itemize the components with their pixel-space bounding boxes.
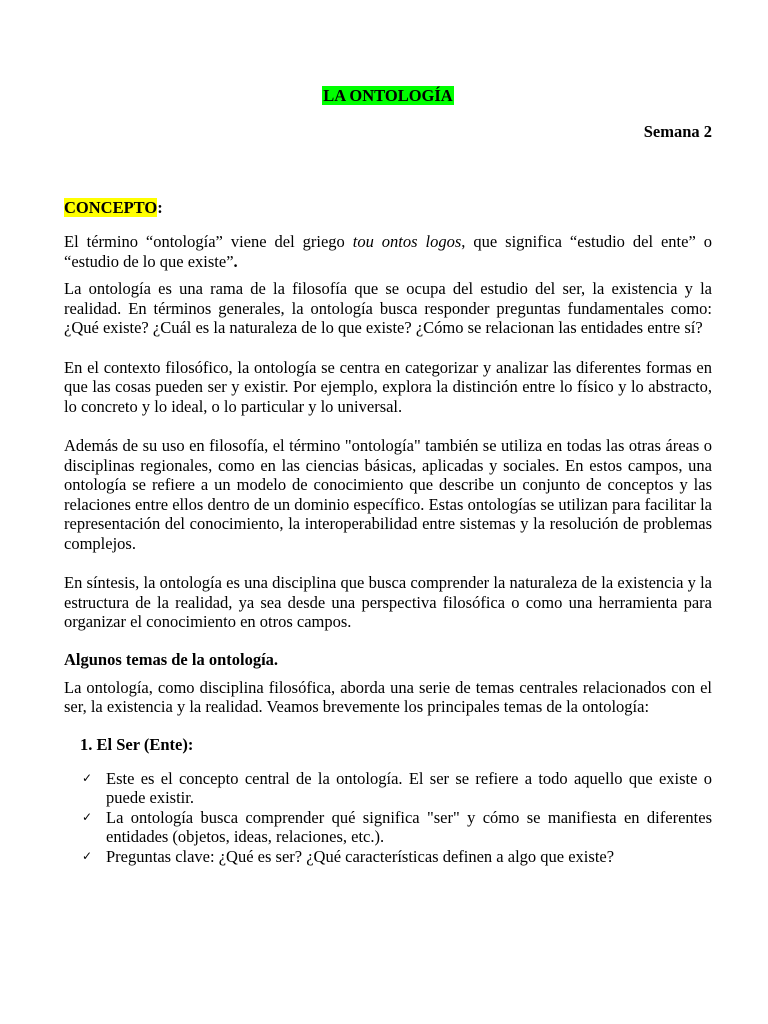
etymology-text-after: , que significa “estudio del ente” o “estudio de lo que existe” (64, 232, 712, 271)
paragraph-other-disciplines: Además de su uso en filosofía, el término "ontología" también se utiliza en todas las otras áreas o disciplinas regionales, como en las ciencias básicas, aplicadas y sociales. En estos campos, una ontología se refiere a un modelo de conocimiento que describe un conjunto de conceptos y las relaciones entre ellos dentro de un dominio específico. Estas ontologías se utilizan para facilitar la representación del conocimiento, la interoperabilidad entre sistemas y la resolución de problemas complejos. (64, 436, 712, 553)
paragraph-definition: La ontología es una rama de la filosofía que se ocupa del estudio del ser, la existencia y la realidad. En términos generales, la ontología busca responder preguntas fundamentales como: ¿Qué existe? ¿Cuál es la naturaleza de lo que existe? ¿Cómo se relacionan las entidades entre sí? (64, 279, 712, 337)
paragraph-themes-intro: La ontología, como disciplina filosófica, aborda una serie de temas centrales relacionados con el ser, la existencia y la realidad. Veamos brevemente los principales temas de la ontología: (64, 677, 712, 716)
check-mark-icon: ✓ (82, 770, 93, 785)
title-row (64, 84, 712, 108)
etymology-period: . (233, 251, 238, 271)
list-item (82, 807, 712, 847)
etymology-greek-term: tou ontos logos (352, 232, 462, 251)
concept-heading (64, 198, 712, 218)
list-item (82, 846, 712, 867)
list-item-text: La ontología busca comprender qué significa "ser" y cómo se manifiesta en diferentes entidades (objetos, ideas, relaciones, etc.). (106, 807, 712, 846)
check-mark-icon: ✓ (82, 809, 93, 824)
concept-heading-label: CONCEPTO (64, 198, 158, 217)
week-label: Semana 2 (643, 122, 712, 141)
document-title: LA ONTOLOGÍA (323, 86, 453, 105)
concept-heading-suffix: : (157, 198, 163, 217)
list-item (82, 768, 712, 808)
etymology-text-before: El término “ontología” viene del griego (64, 232, 353, 251)
being-bullet-list (64, 769, 712, 867)
themes-heading: Algunos temas de la ontología. (64, 649, 279, 669)
section-heading-being: 1. El Ser (Ente): (80, 734, 194, 754)
list-item-text: Este es el concepto central de la ontología. El ser se refiere a todo aquello que existe o puede existir. (106, 768, 712, 807)
paragraph-etymology (64, 232, 712, 271)
check-mark-icon: ✓ (82, 848, 93, 863)
list-item-text: Preguntas clave: ¿Qué es ser? ¿Qué características definen a algo que existe? (106, 846, 615, 866)
paragraph-synthesis: En síntesis, la ontología es una disciplina que busca comprender la naturaleza de la existencia y la estructura de la realidad, ya sea desde una perspectiva filosófica o como una herramienta para organizar el conocimiento en otros campos. (64, 573, 712, 631)
paragraph-philosophical-context: En el contexto filosófico, la ontología se centra en categorizar y analizar las diferentes formas en que las cosas pueden ser y existir. Por ejemplo, explora la distinción entre lo físico y lo abstracto, lo concreto y lo ideal, o lo particular y lo universal. (64, 357, 712, 416)
